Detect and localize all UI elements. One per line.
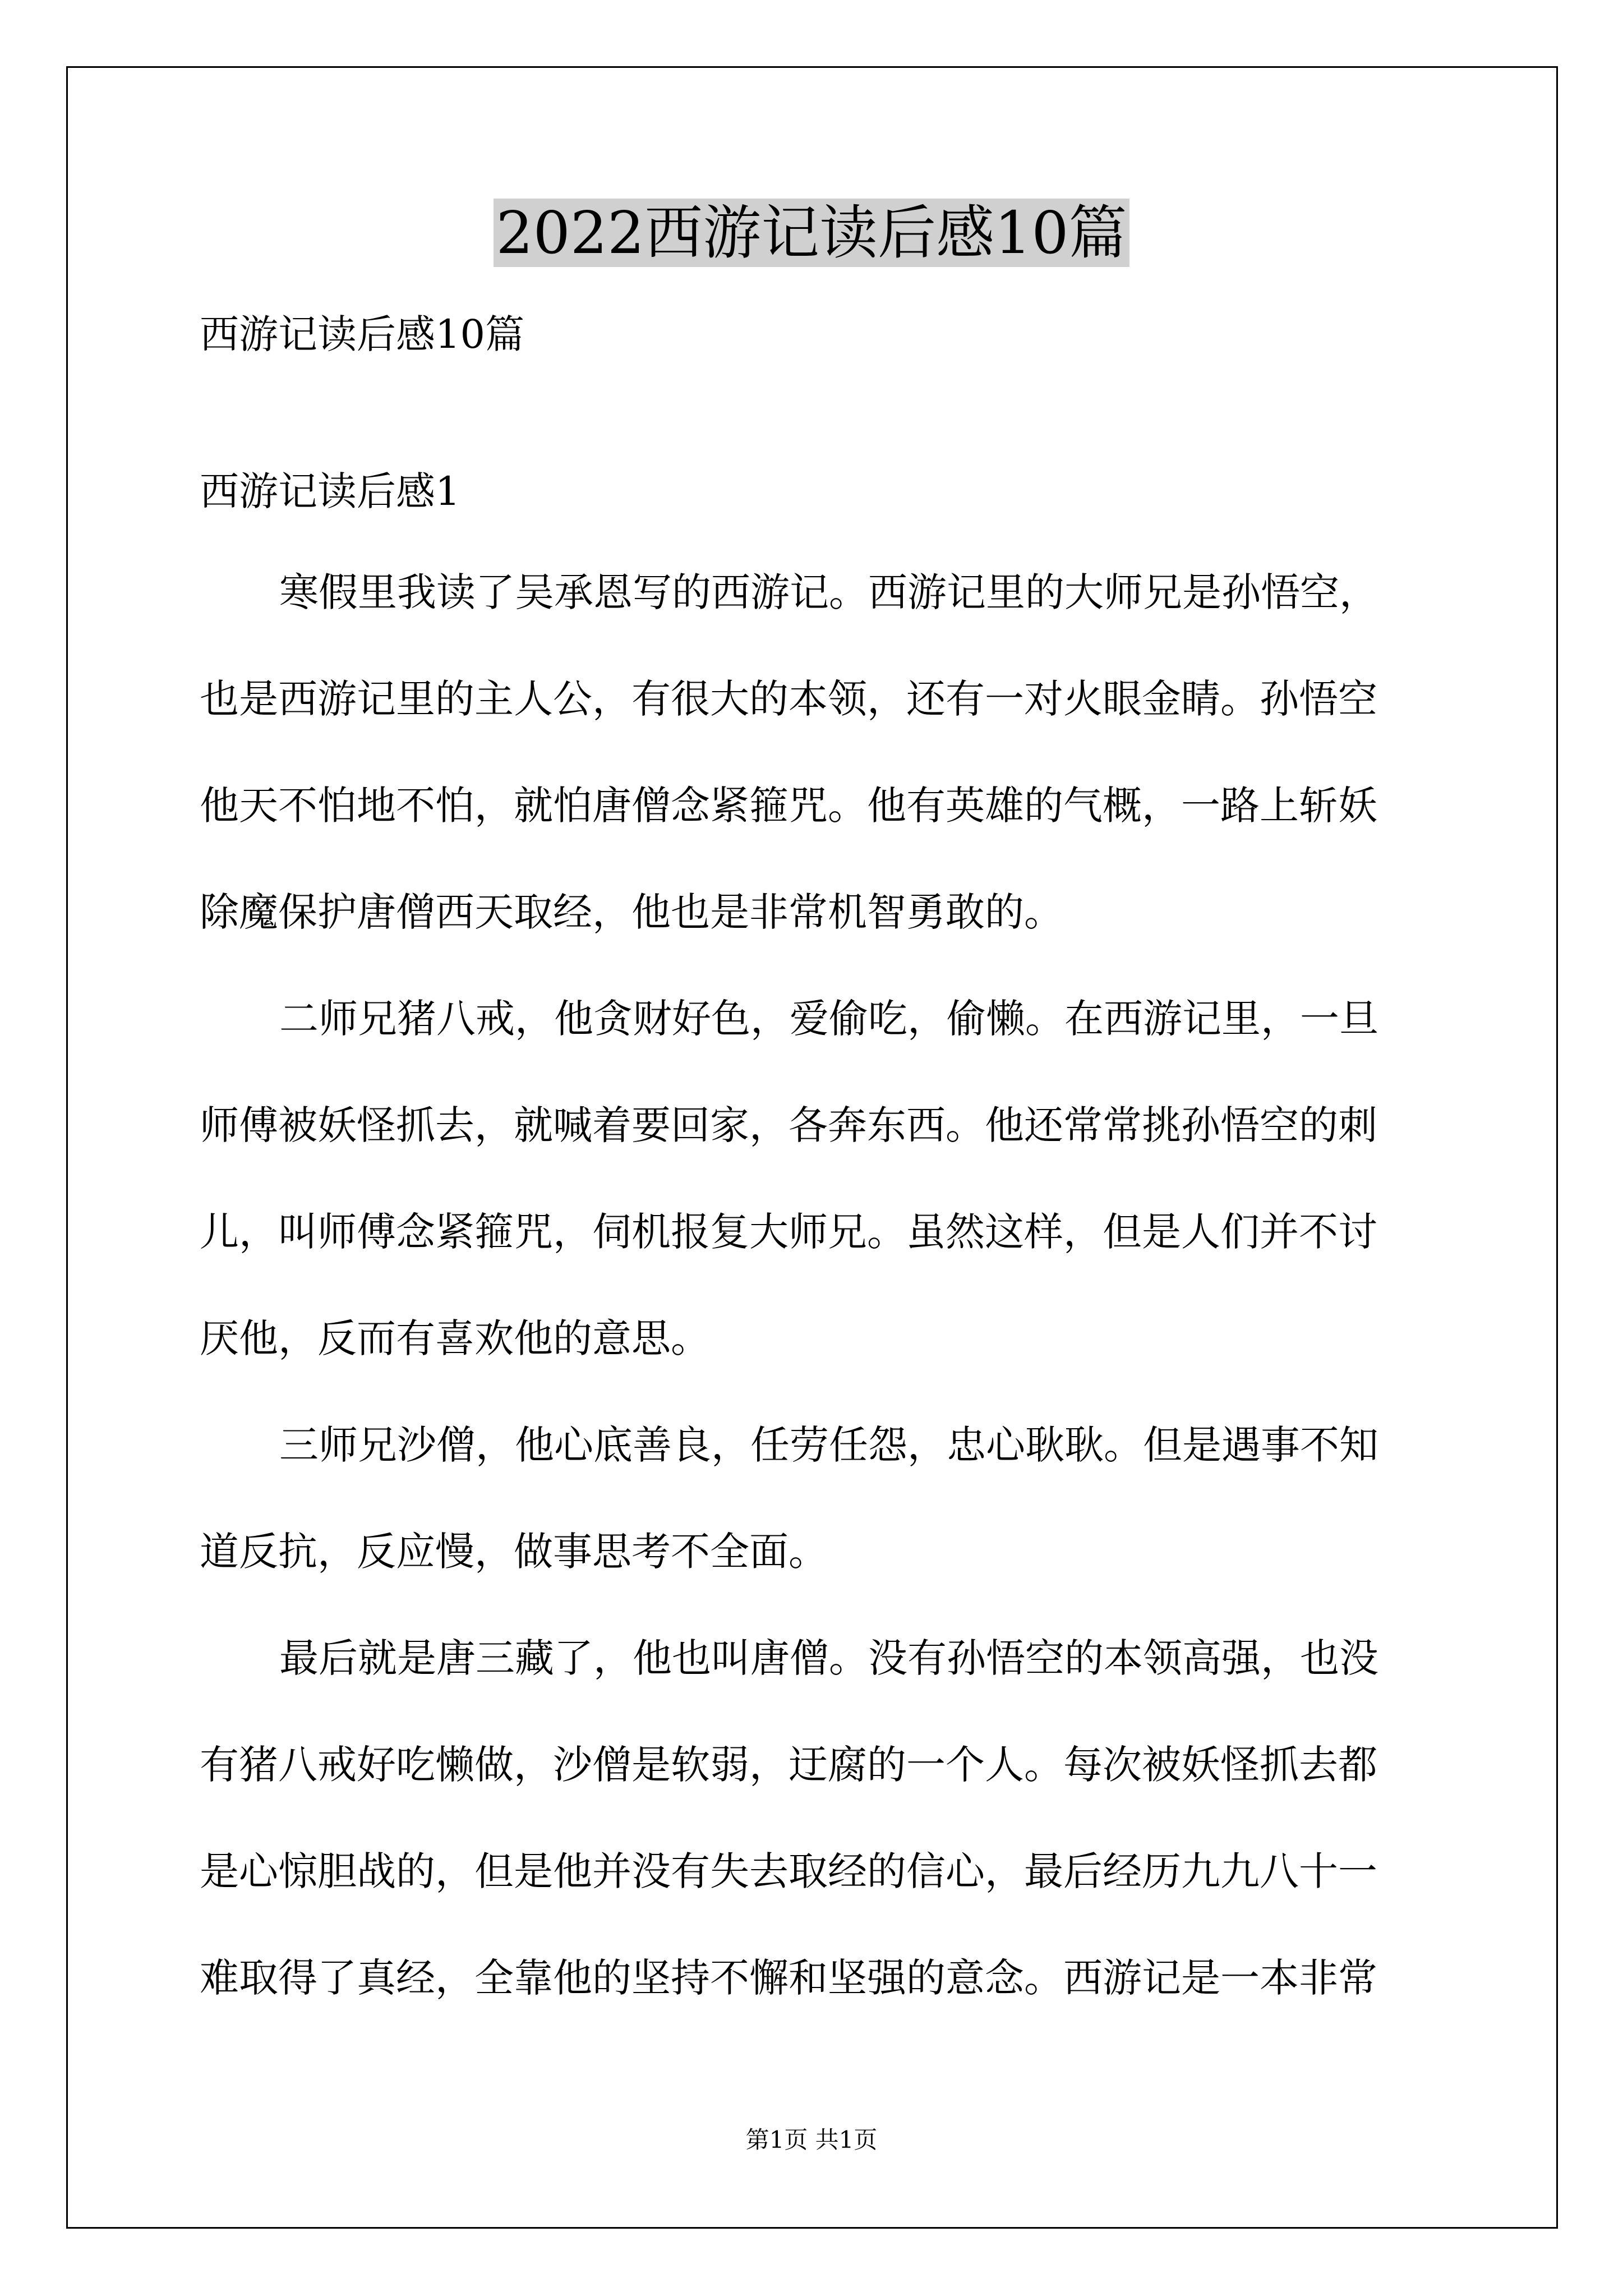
paragraph-line: 是心惊胆战的，但是他并没有失去取经的信心，最后经历九九八十一 [200,1848,1377,1894]
paragraph-line: 除魔保护唐僧西天取经，他也是非常机智勇敢的。 [200,889,1063,935]
subtitle: 西游记读后感10篇 [200,311,525,357]
paragraph-line: 他天不怕地不怕，就怕唐僧念紧箍咒。他有英雄的气概，一路上斩妖 [200,783,1377,829]
paragraph-line: 也是西游记里的主人公，有很大的本领，还有一对火眼金睛。孙悟空 [200,676,1377,722]
document-title [0,191,1623,275]
paragraph-line: 三师兄沙僧，他心底善良，任劳任怨，忠心耿耿。但是遇事不知 [279,1422,1378,1468]
paragraph-line: 二师兄猪八戒，他贪财好色，爱偷吃，偷懒。在西游记里，一旦 [279,996,1378,1042]
paragraph-line: 难取得了真经，全靠他的坚持不懈和坚强的意念。西游记是一本非常 [200,1955,1377,2001]
paragraph-line: 寒假里我读了吴承恩写的西游记。西游记里的大师兄是孙悟空， [279,569,1378,615]
paragraph-line: 道反抗，反应慢，做事思考不全面。 [200,1529,828,1575]
document-title-text: 2022西游记读后感10篇 [494,199,1129,267]
section-heading: 西游记读后感1 [200,468,460,514]
paragraph-line: 最后就是唐三藏了，他也叫唐僧。没有孙悟空的本领高强，也没 [279,1635,1378,1681]
paragraph-line: 儿，叫师傅念紧箍咒，伺机报复大师兄。虽然这样，但是人们并不讨 [200,1209,1377,1255]
paragraph-line: 有猪八戒好吃懒做，沙僧是软弱，迂腐的一个人。每次被妖怪抓去都 [200,1742,1377,1788]
page-footer: 第1页 共1页 [745,2126,878,2154]
paragraph-line: 师傅被妖怪抓去，就喊着要回家，各奔东西。他还常常挑孙悟空的刺 [200,1102,1377,1148]
paragraph-line: 厌他，反而有喜欢他的意思。 [200,1315,710,1361]
